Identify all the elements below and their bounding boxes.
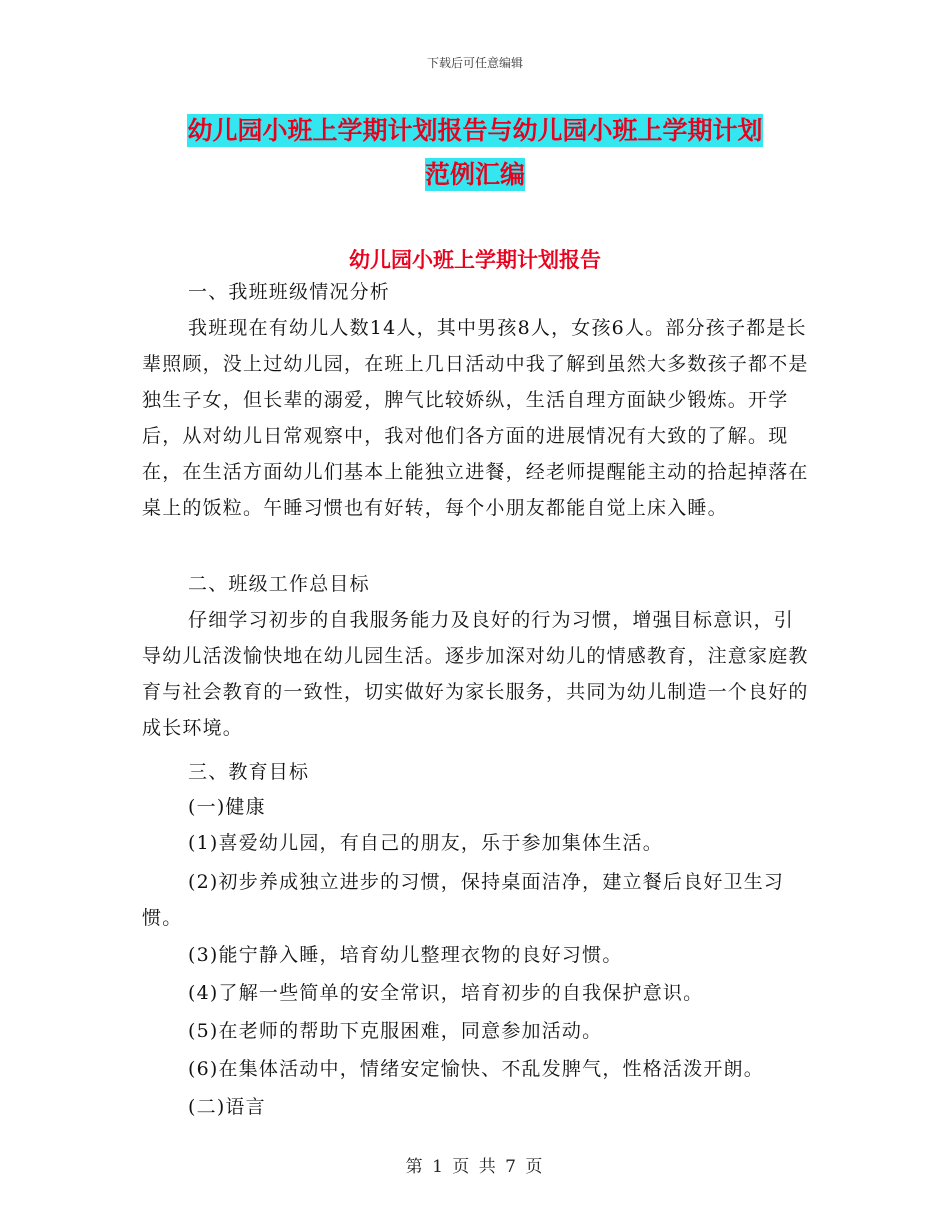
list-item: (2)初步养成独立进步的习惯，保持桌面洁净，建立餐后良好卫生习惯。 <box>142 871 785 929</box>
paragraph-class-analysis: 我班现在有幼儿人数14人，其中男孩8人，女孩6人。部分孩子都是长辈照顾，没上过幼儿园，在班上几日活动中我了解到虽然大多数孩子都不是独生子女，但长辈的溺爱，脾气比较娇纵，生活自理方面缺少锻炼。开学后，从对幼儿日常观察中，我对他们各方面的进展情况有大致的了解。现在，在生活方面幼儿们基本上能独立进餐，经老师提醒能主动的拾起掉落在桌上的饭粒。午睡习惯也有好转，每个小朋友都能自觉上床入睡。 <box>142 317 809 519</box>
subheading-health: (一)健康 <box>188 796 266 818</box>
page-footer: 第 1 页 共 7 页 <box>405 1157 545 1177</box>
heading-education-goals: 三、教育目标 <box>188 761 310 783</box>
document-title-line1 <box>140 108 810 154</box>
list-item: (1)喜爱幼儿园，有自己的朋友，乐于参加集体生活。 <box>188 832 663 854</box>
heading-class-analysis: 一、我班班级情况分析 <box>188 281 391 303</box>
paragraph-overall-goals: 仔细学习初步的自我服务能力及良好的行为习惯，增强目标意识，引导幼儿活泼愉快地在幼儿园生活。逐步加深对幼儿的情感教育，注意家庭教育与社会教育的一致性，切实做好为家长服务，共同为幼儿制造一个良好的成长环境。 <box>142 609 809 739</box>
list-item: (6)在集体活动中，情绪安定愉快、不乱发脾气，性格活泼开朗。 <box>188 1058 764 1080</box>
list-item: (5)在老师的帮助下克服困难，同意参加活动。 <box>188 1020 603 1042</box>
heading-overall-goals: 二、班级工作总目标 <box>188 573 370 595</box>
subheading-language: (二)语言 <box>188 1096 266 1118</box>
document-title-text-2: 范例汇编 <box>424 160 525 189</box>
document-title-line2 <box>140 152 810 198</box>
list-item: (4)了解一些简单的安全常识，培育初步的自我保护意识。 <box>188 982 704 1004</box>
document-title-text-1: 幼儿园小班上学期计划报告与幼儿园小班上学期计划 <box>187 116 763 145</box>
list-item: (3)能宁静入睡，培育幼儿整理衣物的良好习惯。 <box>188 944 623 966</box>
header-note: 下载后可任意编辑 <box>426 56 523 70</box>
section-title: 幼儿园小班上学期计划报告 <box>349 247 601 272</box>
